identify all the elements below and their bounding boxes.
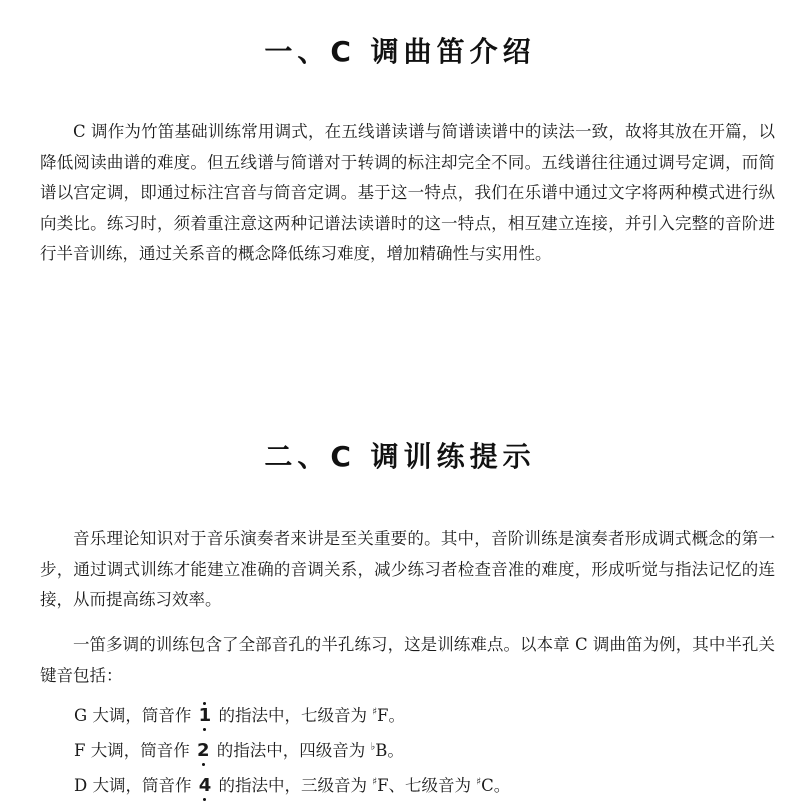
section-title-2: 二、C 调训练提示 bbox=[264, 440, 536, 473]
item-tail: 。 bbox=[387, 741, 404, 760]
sharp-sign: ♯ bbox=[372, 706, 378, 718]
section-title-1: 一、C 调曲笛介绍 bbox=[264, 35, 536, 68]
item-mid: 的指法中，四级音为 bbox=[211, 741, 371, 760]
jianpu-note-low bbox=[195, 742, 212, 760]
sharp-sign: ♯ bbox=[476, 776, 482, 788]
key-list-item-d-major bbox=[74, 771, 510, 801]
pitch-name: C bbox=[481, 776, 494, 795]
jianpu-digit: 1 bbox=[198, 705, 212, 726]
item-separator: 、七级音为 bbox=[388, 776, 477, 795]
section2-paragraph-2: 一笛多调的训练包含了全部音孔的半孔练习，这是训练难点。以本章 C 调曲笛为例，其中半孔关键音包括： bbox=[40, 635, 775, 685]
item-prefix: D 大调，筒音作 bbox=[74, 776, 197, 795]
jianpu-note-high bbox=[197, 707, 214, 725]
pitch-name: F bbox=[377, 706, 389, 725]
section1-paragraph: C 调作为竹笛基础训练常用调式，在五线谱读谱与简谱读谱中的读法一致，故将其放在开篇，以降低阅读曲谱的难度。但五线谱与简谱对于转调的标注却完全不同。五线谱往往通过调号定调，而简谱以宫定调，即通过标注宫音与筒音定调。基于这一特点，我们在乐谱中通过文字将两种模式进行纵向类比。练习时，须着重注意这两种记谱法读谱时的这一特点，相互建立连接，并引入完整的音阶进行半音训练，通过关系音的概念降低练习难度，增加精确性与实用性。 bbox=[40, 122, 775, 263]
item-mid: 的指法中，七级音为 bbox=[213, 706, 373, 725]
jianpu-note-low bbox=[197, 777, 214, 795]
key-list-item-g-major bbox=[74, 701, 405, 731]
item-tail: 。 bbox=[493, 776, 511, 795]
item-tail: 。 bbox=[388, 706, 405, 725]
pitch-name: B bbox=[375, 741, 388, 760]
section2-paragraph-1: 音乐理论知识对于音乐演奏者来讲是至关重要的。其中，音阶训练是演奏者形成调式概念的第一步，通过调式训练才能建立准确的音调关系，减少练习者检查音准的难度，形成听觉与指法记忆的连接，从而提高练习效率。 bbox=[40, 529, 775, 609]
low-octave-dot bbox=[203, 728, 206, 731]
pitch-name: F bbox=[377, 776, 389, 795]
sharp-sign: ♯ bbox=[372, 776, 378, 788]
jianpu-digit: 4 bbox=[198, 775, 212, 796]
low-octave-dot bbox=[202, 763, 205, 766]
flat-sign: ♭ bbox=[370, 741, 376, 753]
item-prefix: G 大调，筒音作 bbox=[74, 706, 197, 725]
item-mid: 的指法中，三级音为 bbox=[213, 776, 373, 795]
jianpu-digit: 2 bbox=[196, 740, 210, 761]
key-list-item-f-major bbox=[74, 736, 404, 766]
item-prefix: F 大调，筒音作 bbox=[74, 741, 195, 760]
